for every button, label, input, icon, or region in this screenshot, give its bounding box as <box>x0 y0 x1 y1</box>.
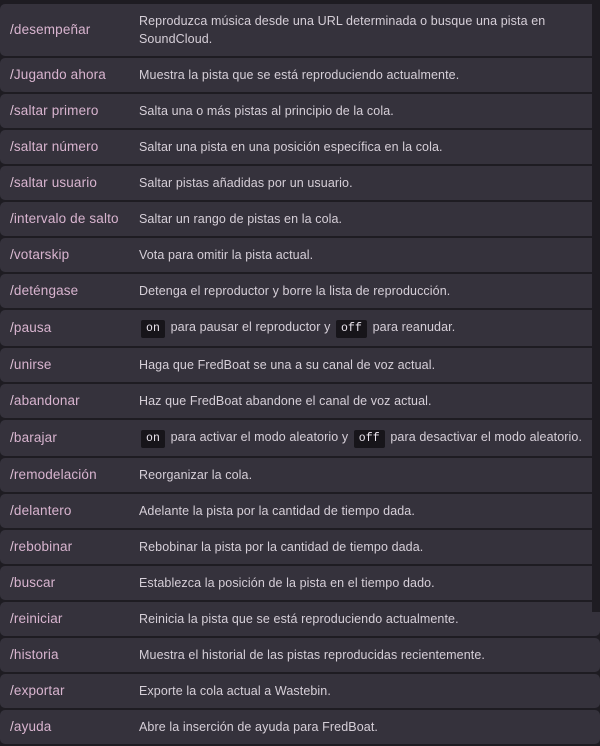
command-description-cell <box>139 638 600 672</box>
description-text: Vota para omitir la pista actual. <box>139 248 314 262</box>
command-name-text: ayuda <box>13 719 52 734</box>
command-slash-prefix: / <box>10 320 14 335</box>
description-text: para pausar el reproductor y <box>167 320 334 334</box>
description-text: Detenga el reproductor y borre la lista de reproducción. <box>139 284 451 298</box>
command-slash-prefix: / <box>10 503 14 518</box>
table-row <box>0 94 600 128</box>
command-description-cell <box>139 130 600 164</box>
command-slash-prefix: / <box>10 139 14 154</box>
command-name-cell <box>0 166 139 200</box>
command-slash-prefix: / <box>10 283 14 298</box>
description-text: Reorganizar la cola. <box>139 468 253 482</box>
command-name-cell <box>0 494 139 528</box>
description-text: Saltar pistas añadidas por un usuario. <box>139 176 353 190</box>
command-description-cell <box>139 94 600 128</box>
command-name-text: reiniciar <box>13 611 63 626</box>
table-row <box>0 274 600 308</box>
command-name-cell <box>0 384 139 418</box>
command-slash-prefix: / <box>10 430 14 445</box>
command-name-text: pausa <box>13 320 52 335</box>
description-text: Haz que FredBoat abandone el canal de voz actual. <box>139 394 432 408</box>
command-name-text: buscar <box>13 575 56 590</box>
command-description-cell <box>139 420 600 456</box>
command-slash-prefix: / <box>10 719 14 734</box>
description-text: Muestra el historial de las pistas reproducidas recientemente. <box>139 648 485 662</box>
table-row <box>0 166 600 200</box>
table-row <box>0 420 600 456</box>
command-name-text: abandonar <box>13 393 80 408</box>
description-text: Reproduzca música desde una URL determinada o busque una pista en SoundCloud. <box>139 14 546 46</box>
inline-code-badge: off <box>354 430 385 448</box>
command-description-cell <box>139 202 600 236</box>
command-name-text: barajar <box>13 430 57 445</box>
command-name-text: saltar usuario <box>13 175 98 190</box>
command-description-cell <box>139 166 600 200</box>
command-name-cell <box>0 420 139 456</box>
command-name-cell <box>0 58 139 92</box>
command-name-text: exportar <box>13 683 65 698</box>
command-name-cell <box>0 566 139 600</box>
command-description-cell <box>139 566 600 600</box>
command-name-cell <box>0 458 139 492</box>
command-description-cell <box>139 274 600 308</box>
table-row <box>0 494 600 528</box>
description-text: Haga que FredBoat se una a su canal de voz actual. <box>139 358 436 372</box>
command-name-text: historia <box>13 647 59 662</box>
description-text: Establezca la posición de la pista en el tiempo dado. <box>139 576 435 590</box>
command-slash-prefix: / <box>10 67 14 82</box>
table-row <box>0 4 600 56</box>
command-name-text: remodelación <box>13 467 97 482</box>
description-text: para activar el modo aleatorio y <box>167 430 352 444</box>
description-text: Muestra la pista que se está reproduciendo actualmente. <box>139 68 460 82</box>
description-text: Saltar un rango de pistas en la cola. <box>139 212 343 226</box>
command-slash-prefix: / <box>10 211 14 226</box>
command-name-text: rebobinar <box>13 539 73 554</box>
command-name-cell <box>0 274 139 308</box>
command-slash-prefix: / <box>10 467 14 482</box>
command-description-cell <box>139 58 600 92</box>
command-slash-prefix: / <box>10 575 14 590</box>
command-description-cell <box>139 384 600 418</box>
command-name-text: intervalo de salto <box>13 211 119 226</box>
command-name-text: saltar primero <box>13 103 99 118</box>
table-row <box>0 566 600 600</box>
command-name-text: votarskip <box>13 247 70 262</box>
command-slash-prefix: / <box>10 175 14 190</box>
command-reference-table <box>0 2 600 746</box>
table-row <box>0 710 600 744</box>
table-row <box>0 674 600 708</box>
command-description-cell <box>139 494 600 528</box>
command-name-cell <box>0 4 139 56</box>
command-description-cell <box>139 310 600 346</box>
command-slash-prefix: / <box>10 247 14 262</box>
command-description-cell <box>139 4 600 56</box>
command-name-text: Jugando ahora <box>13 67 106 82</box>
table-row <box>0 58 600 92</box>
command-description-cell <box>139 530 600 564</box>
command-description-cell <box>139 602 600 636</box>
table-row <box>0 384 600 418</box>
command-description-cell <box>139 238 600 272</box>
command-description-cell <box>139 710 600 744</box>
command-slash-prefix: / <box>10 393 14 408</box>
command-name-cell <box>0 94 139 128</box>
command-slash-prefix: / <box>10 103 14 118</box>
command-slash-prefix: / <box>10 683 14 698</box>
command-name-text: delantero <box>13 503 72 518</box>
command-name-cell <box>0 348 139 382</box>
table-row <box>0 238 600 272</box>
command-name-cell <box>0 710 139 744</box>
inline-code-badge: on <box>141 430 165 448</box>
description-text: Reinicia la pista que se está reproduciendo actualmente. <box>139 612 459 626</box>
table-row <box>0 458 600 492</box>
command-name-cell <box>0 238 139 272</box>
command-name-cell <box>0 130 139 164</box>
description-text: Saltar una pista en una posición específica en la cola. <box>139 140 443 154</box>
command-name-cell <box>0 602 139 636</box>
command-slash-prefix: / <box>10 539 14 554</box>
table-row <box>0 202 600 236</box>
description-text: Adelante la pista por la cantidad de tiempo dada. <box>139 504 415 518</box>
table-row <box>0 530 600 564</box>
command-name-text: deténgase <box>13 283 79 298</box>
table-row <box>0 348 600 382</box>
table-row <box>0 602 600 636</box>
table-row <box>0 310 600 346</box>
command-slash-prefix: / <box>10 647 14 662</box>
description-text: Rebobinar la pista por la cantidad de tiempo dada. <box>139 540 424 554</box>
command-description-cell <box>139 458 600 492</box>
description-text: Salta una o más pistas al principio de la cola. <box>139 104 394 118</box>
command-name-cell <box>0 638 139 672</box>
command-table-body <box>0 4 600 744</box>
command-name-cell <box>0 202 139 236</box>
command-reference-document <box>0 2 600 734</box>
table-row <box>0 638 600 672</box>
table-row <box>0 130 600 164</box>
command-description-cell <box>139 674 600 708</box>
command-slash-prefix: / <box>10 611 14 626</box>
command-name-cell <box>0 674 139 708</box>
inline-code-badge: on <box>141 320 165 338</box>
description-text: Abre la inserción de ayuda para FredBoat. <box>139 720 378 734</box>
command-name-cell <box>0 310 139 346</box>
command-name-text: saltar número <box>13 139 99 154</box>
command-name-text: unirse <box>13 357 52 372</box>
command-description-cell <box>139 348 600 382</box>
description-text: para desactivar el modo aleatorio. <box>386 430 583 444</box>
command-slash-prefix: / <box>10 357 14 372</box>
command-slash-prefix: / <box>10 22 14 37</box>
description-text: para reanudar. <box>369 320 456 334</box>
description-text: Exporte la cola actual a Wastebin. <box>139 684 331 698</box>
command-name-text: desempeñar <box>13 22 91 37</box>
command-name-cell <box>0 530 139 564</box>
inline-code-badge: off <box>336 320 367 338</box>
